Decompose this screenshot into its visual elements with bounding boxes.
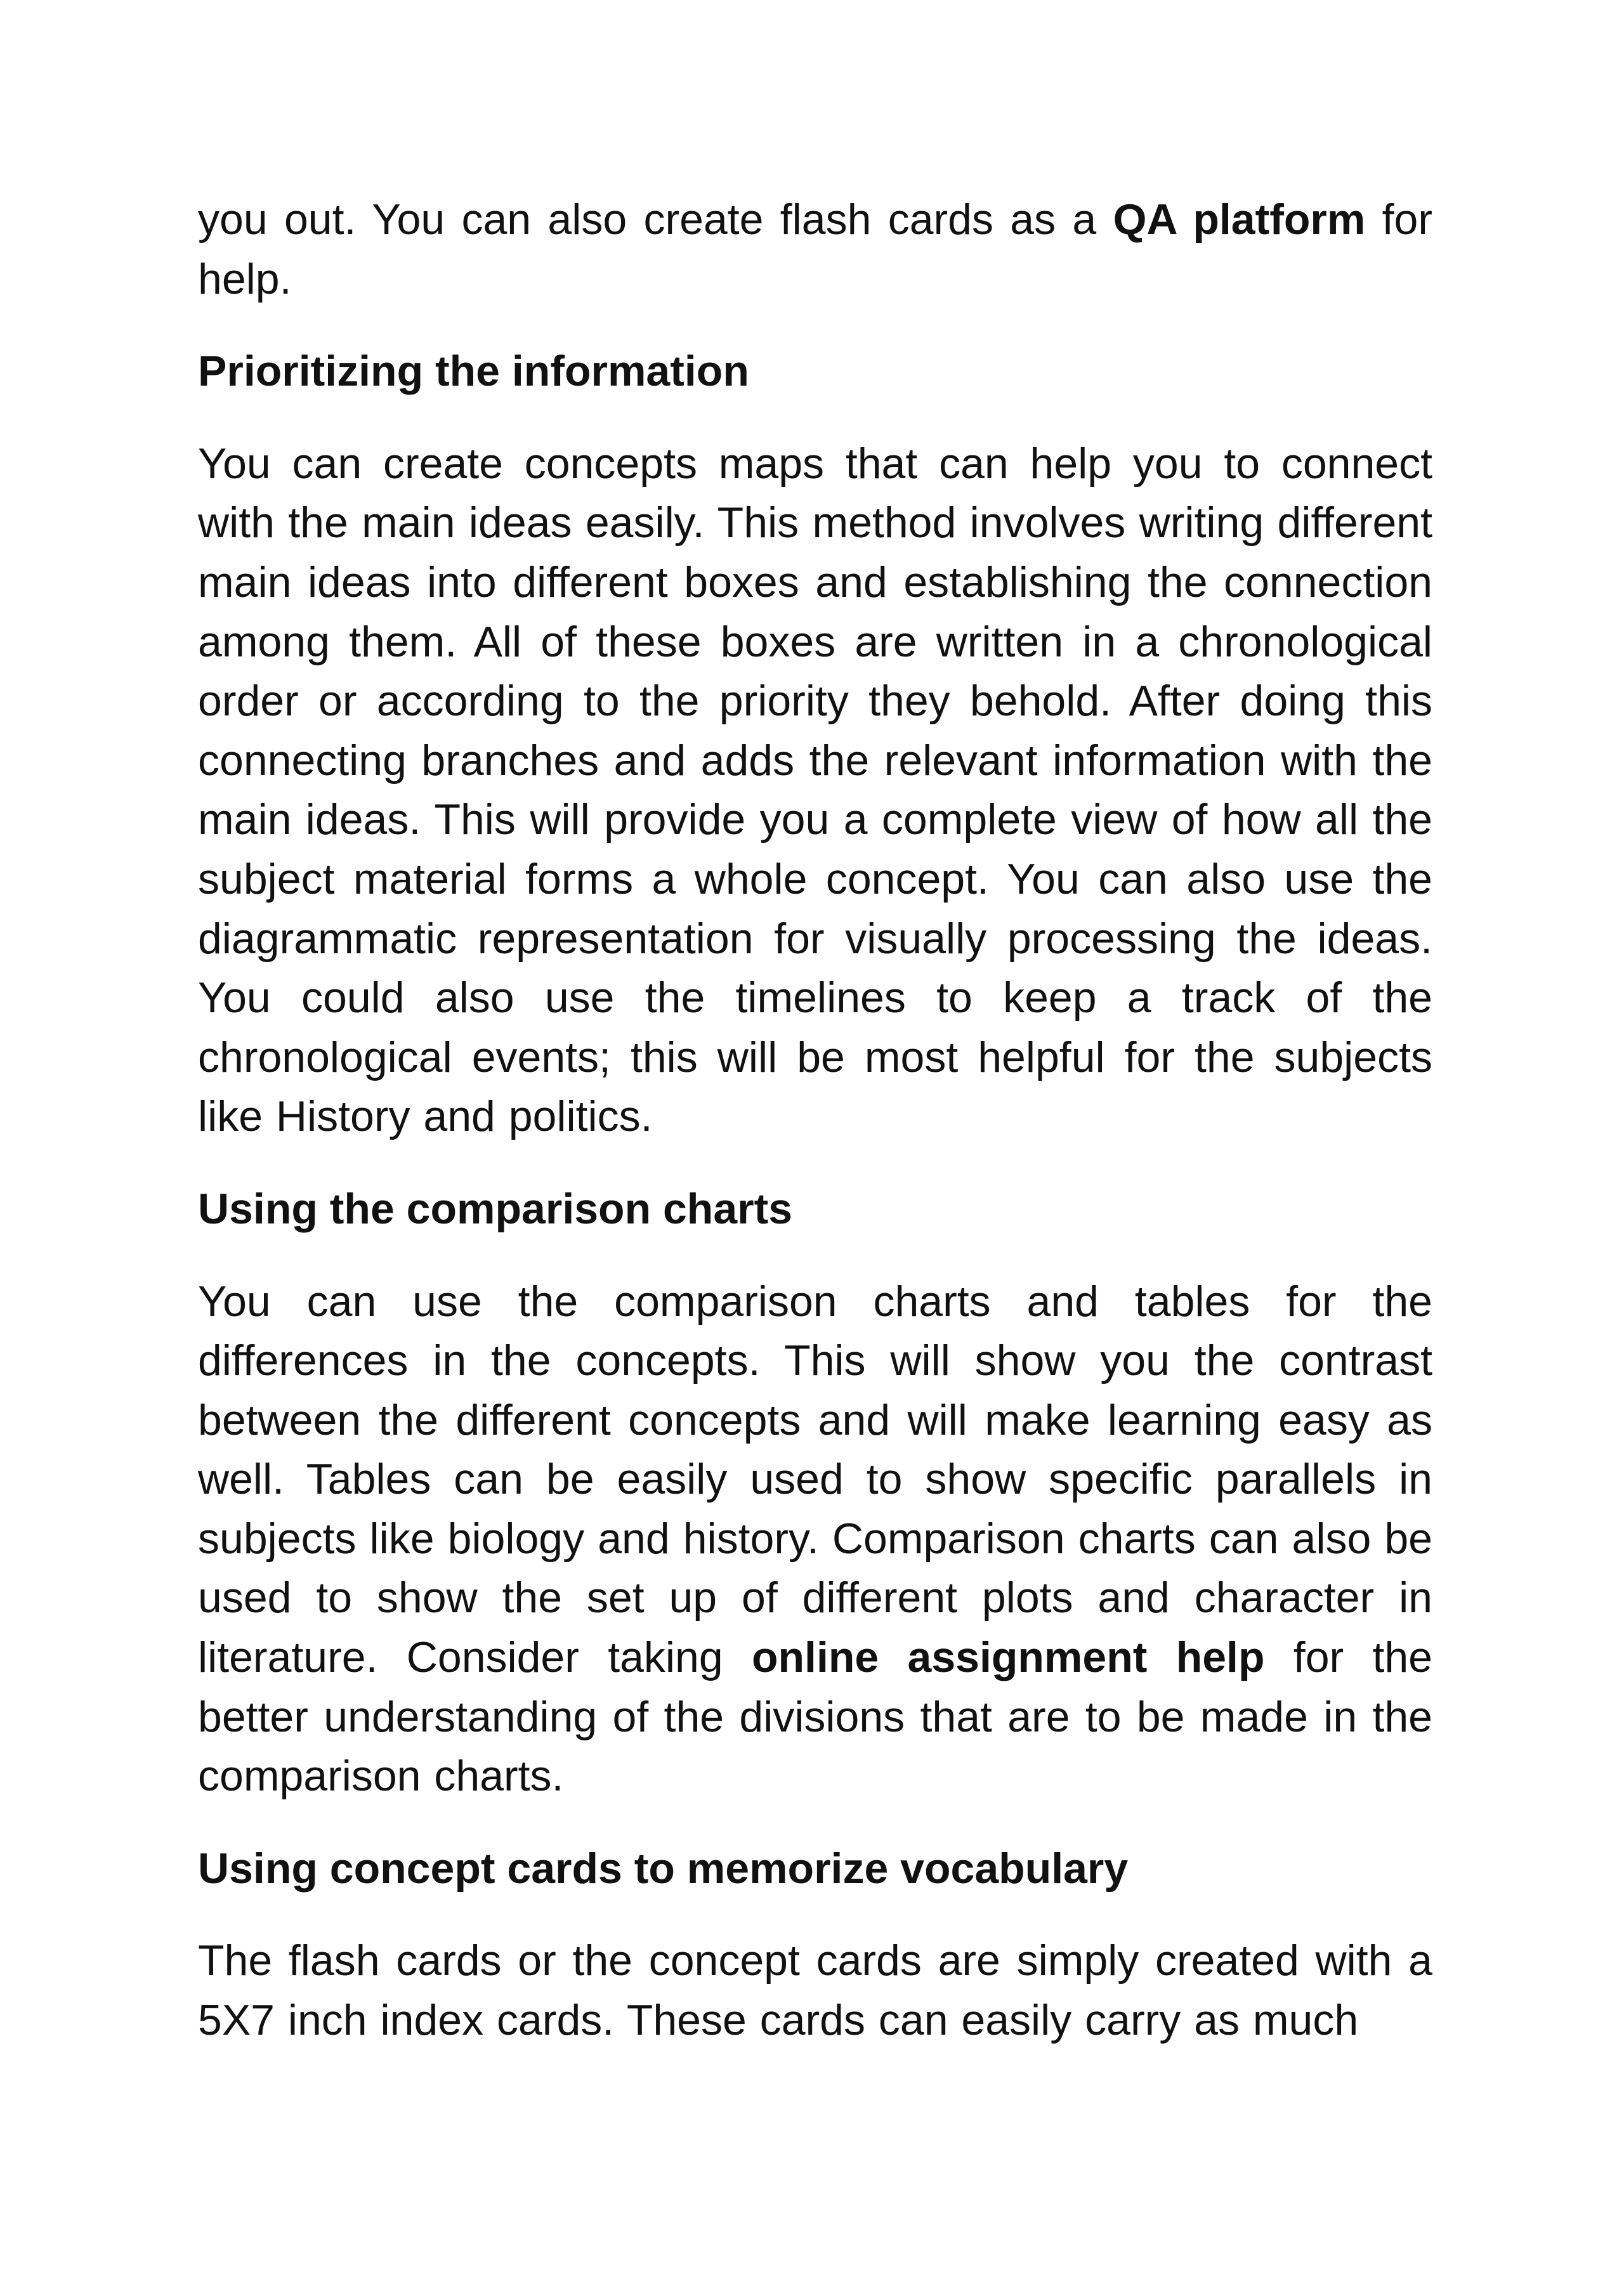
online-assignment-help-bold: online assignment help bbox=[751, 1633, 1265, 1682]
concept-cards-heading: Using concept cards to memorize vocabulary bbox=[198, 1844, 1129, 1893]
comparison-paragraph bbox=[198, 1272, 1432, 1806]
comparison-text-2: for the better understanding of the divisions that are to be made in the comparison charts. bbox=[198, 1633, 1433, 1801]
comparison-text-1: You can use the comparison charts and tables for the differences in the concepts. This will show you the contrast between the different concepts and will make learning easy as well. Tables can be easily used to show specific parallels in subjects like biology and history. Comparison charts can also be used to show the set up of different plots and character in literature. Consider taking bbox=[198, 1277, 1432, 1682]
prioritizing-heading: Prioritizing the information bbox=[198, 347, 749, 396]
intro-paragraph bbox=[198, 190, 1432, 309]
prioritizing-paragraph: You can create concepts maps that can help you to connect with the main ideas easily. This method involves writing different main ideas into different boxes and establishing the connection among them. All of these boxes are written in a chronological order or according to the priority they behold. After doing this connecting branches and adds the relevant information with the main ideas. This will provide you a complete view of how all the subject material forms a whole concept. You can also use the diagrammatic representation for visually processing the ideas. You could also use the timelines to keep a track of the chronological events; this will be most helpful for the subjects like History and politics. bbox=[198, 439, 1432, 1141]
comparison-heading: Using the comparison charts bbox=[198, 1184, 793, 1233]
document-page bbox=[198, 190, 1432, 2051]
qa-platform-bold: QA platform bbox=[1113, 195, 1366, 244]
intro-text-1: you out. You can also create flash cards as a bbox=[198, 195, 1113, 244]
intro-text-2: for help. bbox=[198, 195, 1433, 303]
concept-cards-paragraph: The flash cards or the concept cards are simply created with a 5X7 inch index cards. These cards can easily carry as much bbox=[198, 1936, 1432, 2045]
